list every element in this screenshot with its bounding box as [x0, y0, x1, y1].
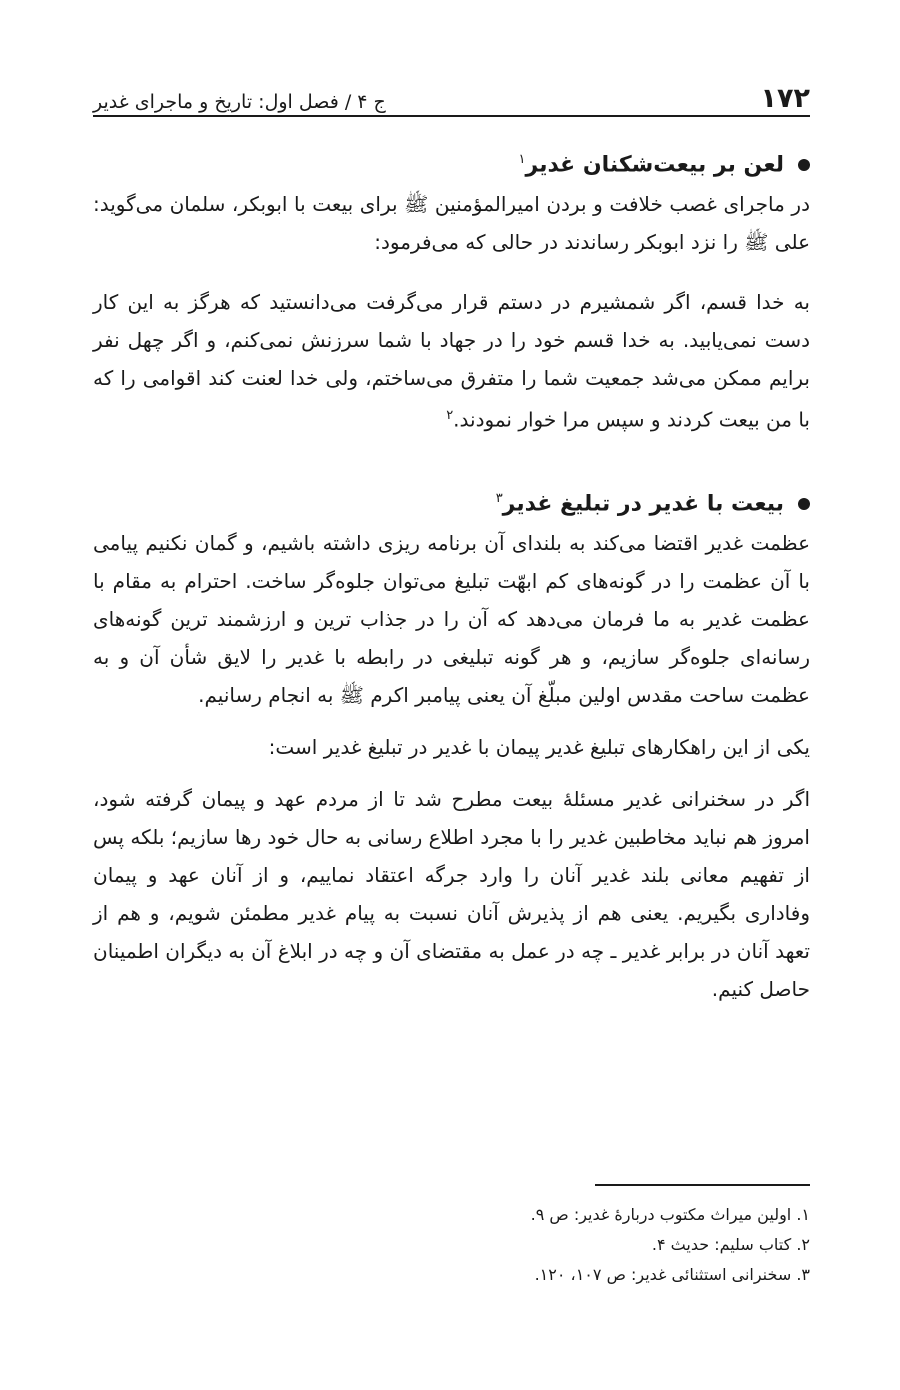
page-number: ۱۷۲: [760, 83, 810, 114]
page-header: [93, 72, 810, 112]
section-heading-2: [93, 479, 810, 524]
section-title: بیعت با غدیر در تبلیغ غدیر: [502, 491, 784, 517]
paragraph: اگر در سخنرانی غدیر مسئلهٔ بیعت مطرح شد تا از مردم عهد و پیمان گرفته شود، امروز هم نباید مخاطبین غدیر را با مجرد اطلاع رسانی به حال خود رها سازیم؛ بلکه پس از تفهیم معانی بلند غدیر آنان را وارد جرگه اعتقاد نماییم، و از آنان عهد و پیمان وفاداری بگیریم. یعنی هم از پذیرش آنان نسبت به پیام غدیر مطمئن شویم، و هم از تعهد آنان در برابر غدیر ـ چه در عمل به مقتضای آن و چه در ابلاغ آن به دیگران اطمینان حاصل کنیم.: [93, 787, 810, 1002]
paragraph: عظمت غدیر اقتضا می‌کند به بلندای آن برنامه ریزی داشته باشیم، و گمان نکنیم پیامی با آن عظمت را در گونه‌های کم ابهّت تبلیغ می‌توان جلوه‌گر ساخت. احترام به مقام با عظمت غدیر به ما فرمان می‌دهد که آن را در جذاب ترین و ارزشمند ترین گونه‌های رسانه‌ای جلوه‌گر سازیم، و هر گونه تبلیغی در رابطه با غدیر را لایق شأن آن و به عظمت ساحت مقدس اولین مبلّغ آن یعنی پیامبر اکرم ﷺ به انجام رسانیم.: [93, 531, 810, 708]
bullet-icon: [798, 498, 810, 510]
quote-paragraph: [93, 283, 810, 439]
footnote-ref: ۱: [518, 152, 526, 167]
footnote: ۲. کتاب سلیم: حدیث ۴.: [651, 1235, 810, 1254]
header-divider: [93, 115, 810, 117]
bullet-icon: [798, 159, 810, 171]
paragraph: در ماجرای غصب خلافت و بردن امیرالمؤمنین ﷺ برای بیعت با ابوبکر، سلمان می‌گوید: علی ﷺ را نزد ابوبکر رساندند در حالی که می‌فرمود:: [93, 192, 810, 255]
paragraph: یکی از این راهکارهای تبلیغ غدیر پیمان با غدیر در تبلیغ غدیر است:: [268, 735, 810, 760]
section-heading-1: [93, 140, 810, 185]
footnotes: [93, 1200, 810, 1290]
quote-text: به خدا قسم، اگر شمشیرم در دستم قرار می‌گرفت می‌دانستید که هرگز به این کار دست نمی‌یابید. به خدا قسم خود را در جهاد با شما سرزنش نمی‌کنم، و اگر چهل نفر برایم ممکن می‌شد جمعیت شما را متفرق می‌ساختم، ولی خدا لعنت کند اقوامی را که با من بیعت کردند و سپس مرا خوار نمودند.: [93, 290, 810, 432]
running-title: ج ۴ / فصل اول: تاریخ و ماجرای غدیر: [93, 91, 386, 113]
page-body: [93, 140, 810, 1008]
footnote: ۳. سخنرانی استثنائی غدیر: ص ۱۰۷، ۱۲۰.: [534, 1265, 810, 1284]
section-title: لعن بر بیعت‌شکنان غدیر: [525, 152, 784, 178]
footnote-ref: ۲: [446, 408, 454, 424]
footnote-ref: ۳: [495, 490, 503, 506]
footnote: ۱. اولین میراث مکتوب دربارهٔ غدیر: ص ۹.: [530, 1205, 810, 1224]
footnote-divider: [595, 1184, 810, 1186]
